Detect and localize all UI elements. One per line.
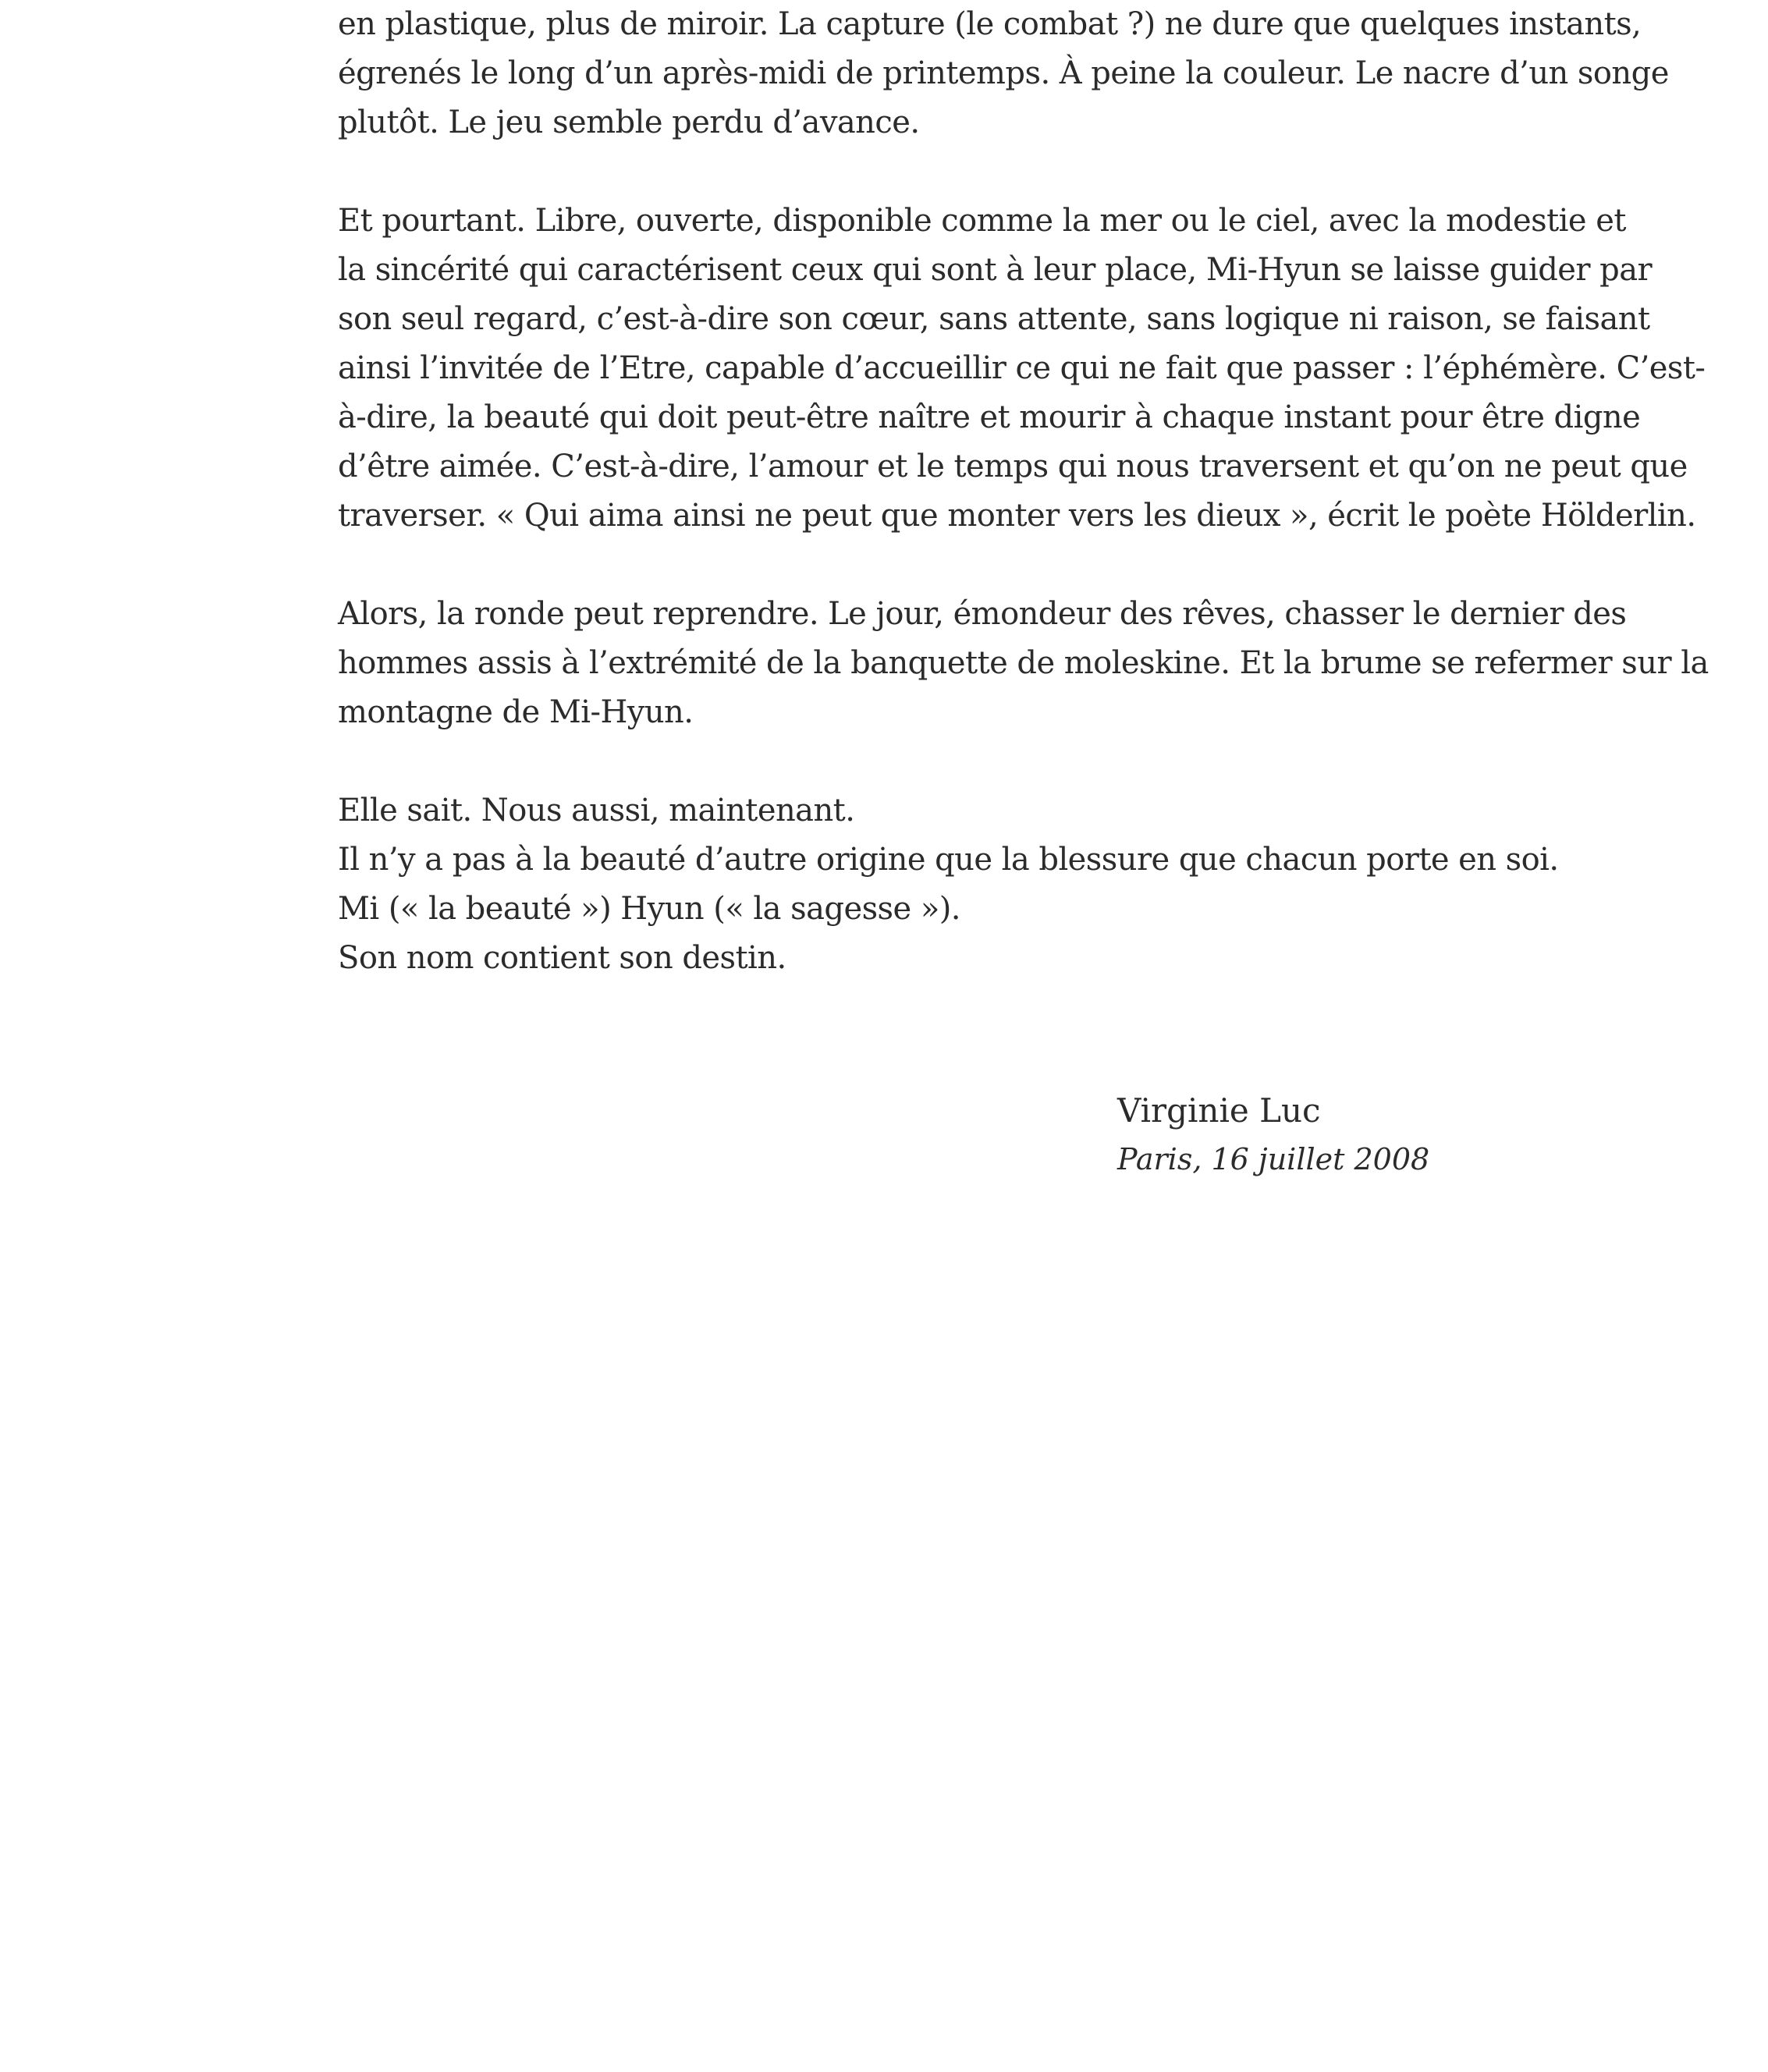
text-line: Elle sait. Nous aussi, maintenant. <box>338 793 855 828</box>
body-text <box>338 0 1742 983</box>
text-line: Mi (« la beauté ») Hyun (« la sagesse »). <box>338 891 960 927</box>
paragraph <box>338 197 1742 541</box>
text-line: plutôt. Le jeu semble perdu d’avance. <box>338 105 920 140</box>
text-line: son seul regard, c’est-à-dire son cœur, sans attente, sans logique ni raison, se faisant <box>338 301 1650 337</box>
signature-block <box>1117 1086 1429 1184</box>
text-line: à-dire, la beauté qui doit peut-être naître et mourir à chaque instant pour être digne <box>338 399 1641 435</box>
author-name: Virginie Luc <box>1117 1091 1321 1130</box>
text-line: en plastique, plus de miroir. La capture (le combat ?) ne dure que quelques instants, <box>338 6 1642 42</box>
text-line: Il n’y a pas à la beauté d’autre origine que la blessure que chacun porte en soi. <box>338 842 1559 878</box>
paragraph <box>338 590 1742 737</box>
text-line: hommes assis à l’extrémité de la banquette de moleskine. Et la brume se refermer sur la <box>338 645 1709 681</box>
place-date: Paris, 16 juillet 2008 <box>1117 1142 1430 1176</box>
text-line: ainsi l’invitée de l’Etre, capable d’accueillir ce qui ne fait que passer : l’éphémère. C’est- <box>338 350 1706 386</box>
text-line: montagne de Mi-Hyun. <box>338 694 694 730</box>
text-line: égrenés le long d’un après-midi de printemps. À peine la couleur. Le nacre d’un songe <box>338 55 1669 91</box>
text-line: Son nom contient son destin. <box>338 940 786 976</box>
paragraph-gap <box>338 147 1742 197</box>
text-line: traverser. « Qui aima ainsi ne peut que monter vers les dieux », écrit le poète Hölderlin. <box>338 498 1696 534</box>
text-line: Alors, la ronde peut reprendre. Le jour, émondeur des rêves, chasser le dernier des <box>338 596 1627 632</box>
text-line: d’être aimée. C’est-à-dire, l’amour et le temps qui nous traversent et qu’on ne peut que <box>338 449 1688 484</box>
paragraph-gap <box>338 541 1742 590</box>
paragraph <box>338 786 1742 983</box>
paragraph <box>338 0 1742 147</box>
text-line: la sincérité qui caractérisent ceux qui sont à leur place, Mi-Hyun se laisse guider par <box>338 252 1653 288</box>
text-line: Et pourtant. Libre, ouverte, disponible comme la mer ou le ciel, avec la modestie et <box>338 203 1626 239</box>
paragraph-gap <box>338 737 1742 786</box>
